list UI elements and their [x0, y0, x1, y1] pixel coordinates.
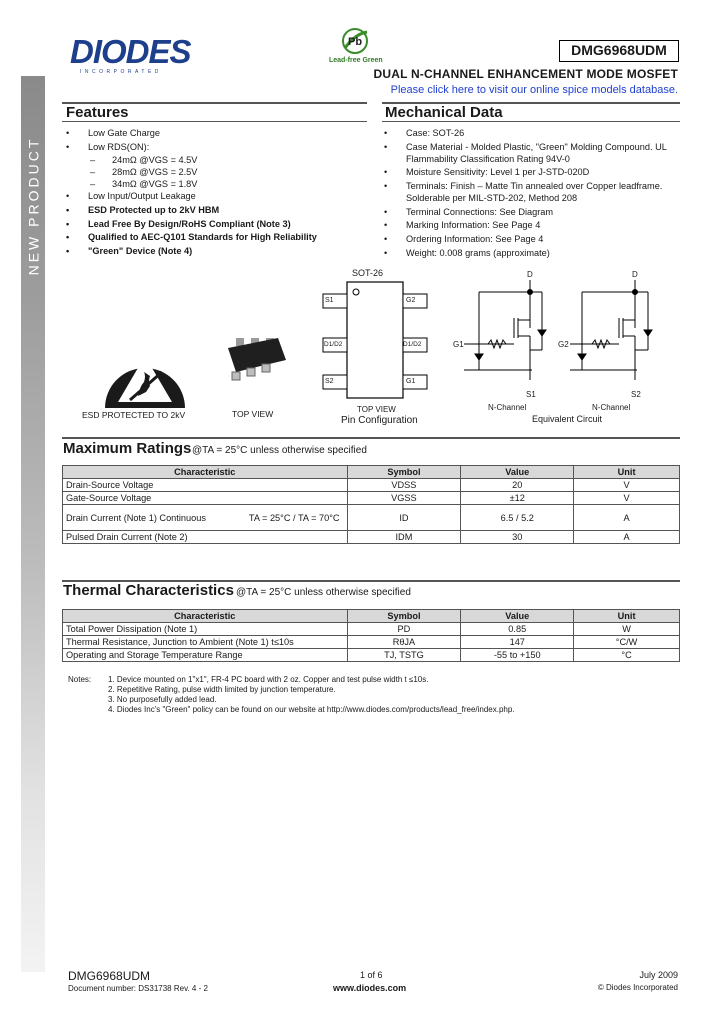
- col-symbol: Symbol: [347, 466, 461, 479]
- diodes-logo: [70, 35, 206, 77]
- package-top-view-label: TOP VIEW: [232, 409, 274, 419]
- pb-text: Pb: [348, 36, 363, 48]
- circuit-g2: G2: [558, 340, 569, 349]
- mechanical-item: • Marking Information: See Page 4: [384, 219, 684, 231]
- feature-item: • ESD Protected up to 2kV HBM: [66, 204, 366, 216]
- max-ratings-row: [63, 531, 680, 544]
- footer-website-link[interactable]: www.diodes.com: [333, 983, 407, 993]
- cell-value: 0.85: [461, 623, 574, 636]
- logo-word: DIODES: [70, 33, 191, 70]
- note-item: 1. Device mounted on 1"x1", FR-4 PC board with 2 oz. Copper and test pulse width t ≤10s.: [108, 675, 429, 684]
- mechanical-item: • Ordering Information: See Page 4: [384, 233, 684, 245]
- mechanical-item: • Moisture Sensitivity: Level 1 per J-STD-020D: [384, 166, 684, 178]
- circuit-d1: D: [527, 270, 533, 279]
- footer-date: July 2009: [639, 970, 678, 980]
- cell-unit: V: [574, 479, 680, 492]
- cell-value: 20: [461, 479, 574, 492]
- cell-symbol: TJ, TSTG: [347, 649, 461, 662]
- thermal-row: [63, 623, 680, 636]
- circuit-s1: S1: [526, 390, 536, 399]
- max-ratings-header-row: [63, 466, 680, 479]
- equivalent-circuit-diagram: [452, 270, 672, 380]
- cell-characteristic-text: Pulsed Drain Current (Note 2): [66, 532, 188, 542]
- package-drawing: [222, 330, 292, 390]
- max-ratings-table: [62, 465, 680, 544]
- pin-d1d2-left: D1/D2: [324, 341, 343, 348]
- cell-characteristic: Operating and Storage Temperature Range: [63, 649, 348, 662]
- thermal-title: Thermal Characteristics: [63, 582, 234, 599]
- mechanical-item: • Terminal Connections: See Diagram: [384, 206, 684, 218]
- esd-symbol: [100, 342, 190, 412]
- mechanical-list: [384, 127, 684, 261]
- thermal-header-row: [63, 610, 680, 623]
- col-value: Value: [461, 466, 574, 479]
- mechanical-title: Mechanical Data: [385, 104, 503, 121]
- esd-caption: ESD PROTECTED TO 2kV: [82, 410, 186, 420]
- circuit-s2: S2: [631, 390, 641, 399]
- circuit-g1: G1: [453, 340, 464, 349]
- feature-item: • Low Gate Charge: [66, 127, 366, 139]
- mechanical-item: • Case: SOT-26: [384, 127, 684, 139]
- max-ratings-title: Maximum Ratings: [63, 440, 192, 457]
- esd-icon: [100, 342, 190, 412]
- pb-caption: Lead-free Green: [329, 57, 383, 64]
- col-unit: Unit: [574, 466, 680, 479]
- cell-unit: A: [574, 531, 680, 544]
- max-ratings-row: [63, 505, 680, 531]
- cell-characteristic: [63, 531, 348, 544]
- cell-characteristic-text: Drain Current (Note 1) Continuous: [66, 512, 206, 523]
- cell-symbol: ID: [347, 505, 461, 531]
- thermal-row: [63, 636, 680, 649]
- max-ratings-row: [63, 479, 680, 492]
- footer-part-number: DMG6968UDM: [68, 969, 151, 983]
- thermal-col-unit: Unit: [574, 610, 680, 623]
- sot26-package-icon: [222, 330, 292, 390]
- cell-symbol: RθJA: [347, 636, 461, 649]
- cell-condition: TA = 25°C / TA = 70°C: [248, 512, 340, 523]
- circuit-ch2-label: N-Channel: [592, 403, 631, 412]
- feature-item: – 34mΩ @VGS = 1.8V: [66, 178, 366, 190]
- pin-d1d2-right: D1/D2: [403, 341, 422, 348]
- notes: [68, 675, 515, 715]
- circuit-caption: Equivalent Circuit: [532, 414, 603, 424]
- cell-symbol: PD: [347, 623, 461, 636]
- thermal-col-characteristic: Characteristic: [63, 610, 348, 623]
- features-list: [66, 127, 366, 259]
- cell-characteristic: Total Power Dissipation (Note 1): [63, 623, 348, 636]
- cell-characteristic: [63, 492, 348, 505]
- note-item: 4. Diodes Inc's "Green" policy can be found on our website at http://www.diodes.com/products/lead_free/index.php.: [108, 705, 515, 714]
- equivalent-circuit: [452, 270, 672, 380]
- cell-unit: °C/W: [574, 636, 680, 649]
- footer-page-number: 1 of 6: [360, 970, 383, 980]
- mechanical-item: • Weight: 0.008 grams (approximate): [384, 247, 684, 259]
- side-band-label-wrap: [21, 76, 45, 336]
- col-characteristic: Characteristic: [63, 466, 348, 479]
- pin-g1: G1: [406, 378, 416, 385]
- cell-characteristic: [63, 479, 348, 492]
- cell-characteristic-text: Gate-Source Voltage: [66, 493, 152, 503]
- features-rule-bottom: [62, 121, 367, 122]
- pin-top-view-label: TOP VIEW: [357, 405, 396, 414]
- thermal-col-symbol: Symbol: [347, 610, 461, 623]
- footer-doc-number: Document number: DS31738 Rev. 4 - 2: [68, 984, 208, 993]
- cell-value: 30: [461, 531, 574, 544]
- feature-item: • "Green" Device (Note 4): [66, 245, 366, 257]
- spice-models-link[interactable]: Please click here to visit our online spice models database.: [390, 84, 678, 96]
- feature-item: – 24mΩ @VGS = 4.5V: [66, 154, 366, 166]
- cell-unit: °C: [574, 649, 680, 662]
- note-item: 3. No purposefully added lead.: [108, 695, 217, 704]
- mechanical-item: • Terminals: Finish – Matte Tin annealed over Copper leadframe. Solderable per MIL-STD-202, Method 208: [384, 180, 684, 204]
- pin-s2: S2: [325, 378, 334, 385]
- footer-copyright: © Diodes Incorporated: [597, 983, 678, 992]
- side-band: [21, 76, 45, 972]
- cell-symbol: VGSS: [347, 492, 461, 505]
- mechanical-rule-bottom: [382, 121, 680, 122]
- notes-label: Notes:: [68, 675, 92, 684]
- feature-item: • Lead Free By Design/RoHS Compliant (Note 3): [66, 218, 366, 230]
- document-title: DUAL N-CHANNEL ENHANCEMENT MODE MOSFET: [373, 67, 678, 81]
- max-ratings-condition: @TA = 25°C unless otherwise specified: [192, 445, 367, 456]
- lead-free-green-badge: [329, 26, 381, 66]
- cell-characteristic-text: Drain-Source Voltage: [66, 480, 154, 490]
- thermal-table: [62, 609, 680, 662]
- cell-unit: V: [574, 492, 680, 505]
- cell-value: -55 to +150: [461, 649, 574, 662]
- max-ratings-row: [63, 492, 680, 505]
- notes-list: [108, 675, 515, 715]
- features-title: Features: [66, 104, 129, 121]
- side-band-label: NEW PRODUCT: [25, 136, 41, 276]
- logo-sub: INCORPORATED: [80, 69, 162, 75]
- cell-symbol: VDSS: [347, 479, 461, 492]
- cell-unit: W: [574, 623, 680, 636]
- cell-value: 147: [461, 636, 574, 649]
- note-item: 2. Repetitive Rating, pulse width limited by junction temperature.: [108, 685, 336, 694]
- thermal-col-value: Value: [461, 610, 574, 623]
- part-number: DMG6968UDM: [559, 40, 679, 62]
- cell-characteristic: [63, 505, 348, 531]
- pin-config-caption: Pin Configuration: [341, 415, 418, 426]
- feature-item: • Low Input/Output Leakage: [66, 190, 366, 202]
- thermal-row: [63, 649, 680, 662]
- cell-value: 6.5 / 5.2: [461, 505, 574, 531]
- cell-value: ±12: [461, 492, 574, 505]
- pin-g2: G2: [406, 297, 416, 304]
- cell-unit: A: [574, 505, 680, 531]
- circuit-ch1-label: N-Channel: [488, 403, 527, 412]
- max-ratings-rule: [62, 437, 680, 439]
- pb-icon: [339, 26, 371, 56]
- circuit-d2: D: [632, 270, 638, 279]
- feature-item: • Low RDS(ON):: [66, 141, 366, 153]
- cell-characteristic: Thermal Resistance, Junction to Ambient (Note 1) t≤10s: [63, 636, 348, 649]
- thermal-condition: @TA = 25°C unless otherwise specified: [236, 587, 411, 598]
- cell-symbol: IDM: [347, 531, 461, 544]
- pin-s1: S1: [325, 297, 334, 304]
- feature-item: – 28mΩ @VGS = 2.5V: [66, 166, 366, 178]
- mechanical-item: • Case Material - Molded Plastic, "Green" Molding Compound. UL Flammability Classification Rating 94V-0: [384, 141, 684, 165]
- package-name: SOT-26: [352, 268, 384, 278]
- feature-item: • Qualified to AEC-Q101 Standards for High Reliability: [66, 231, 366, 243]
